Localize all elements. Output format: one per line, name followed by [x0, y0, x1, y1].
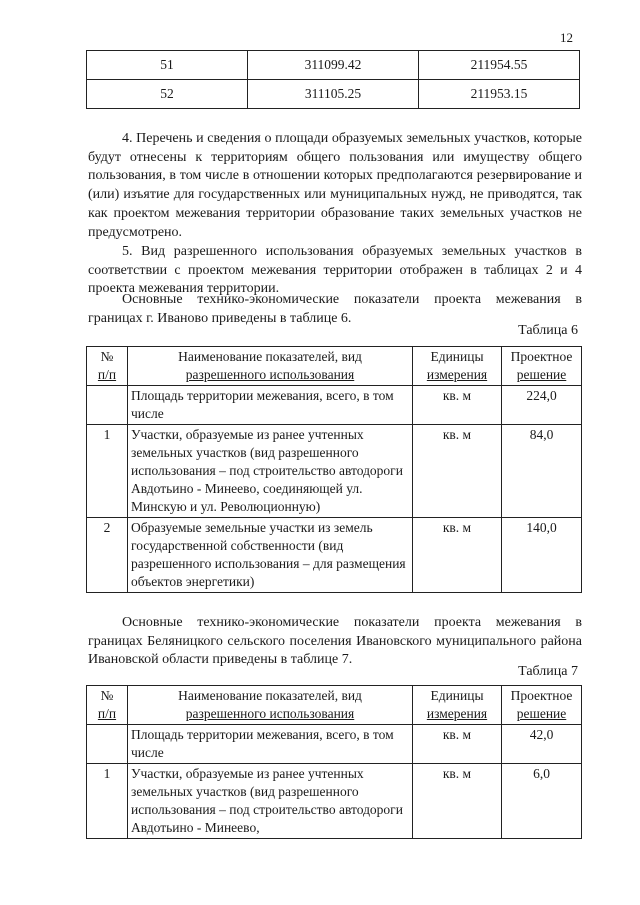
row-unit: кв. м [413, 386, 502, 425]
header-value: Проектное решение [502, 347, 582, 386]
table-header-row [87, 686, 582, 725]
coord-x: 311105.25 [248, 80, 419, 109]
table-row [87, 518, 582, 593]
paragraph-4: 4. Перечень и сведения о площади образуемых земельных участков, которые будут отнесены к территориям общего пользования или имуществу общего пользования, в том числе в отношении которых предполагаются резервирование и (или) изъятие для государственных или муниципальных нужд, не приводятся, так как проектом межевания территории образование таких земельных участков не предусмотрено. [88, 131, 582, 240]
row-value: 140,0 [502, 518, 582, 593]
indicators-table-7 [86, 685, 582, 839]
header-unit: Единицы измерения [413, 347, 502, 386]
table-row [87, 725, 582, 764]
header-num: № п/п [87, 347, 128, 386]
row-name: Площадь территории межевания, всего, в том числе [128, 725, 413, 764]
row-unit: кв. м [413, 518, 502, 593]
row-value: 42,0 [502, 725, 582, 764]
page-bottom-margin [0, 848, 640, 905]
row-num [87, 725, 128, 764]
row-value: 6,0 [502, 764, 582, 839]
coordinates-table [86, 50, 580, 109]
row-num: 1 [87, 764, 128, 839]
header-name: Наименование показателей, вид разрешенного использования [128, 347, 413, 386]
header-num: № п/п [87, 686, 128, 725]
table-6-caption: Таблица 6 [518, 323, 578, 338]
row-value: 224,0 [502, 386, 582, 425]
indicators-table-6 [86, 346, 582, 593]
row-num: 2 [87, 518, 128, 593]
paragraph-5: 5. Вид разрешенного использования образуемых земельных участков в соответствии с проектом межевания территории отображен в таблицах 2 и 4 проекта межевания территории. [88, 244, 582, 297]
header-name: Наименование показателей, вид разрешенного использования [128, 686, 413, 725]
row-name: Площадь территории межевания, всего, в том числе [128, 386, 413, 425]
table-7-caption: Таблица 7 [518, 664, 578, 679]
row-num [87, 386, 128, 425]
coord-x: 311099.42 [248, 51, 419, 80]
paragraph-intro-table-7: Основные технико-экономические показатели проекта межевания в границах Беляницкого сельского поселения Ивановского муниципального района Ивановской области приведены в таблице 7. [88, 615, 582, 668]
point-number: 52 [87, 80, 248, 109]
row-num: 1 [87, 425, 128, 518]
header-unit: Единицы измерения [413, 686, 502, 725]
row-unit: кв. м [413, 425, 502, 518]
row-unit: кв. м [413, 764, 502, 839]
coord-y: 211953.15 [419, 80, 580, 109]
table-header-row [87, 347, 582, 386]
row-value: 84,0 [502, 425, 582, 518]
paragraph-intro-table-6: Основные технико-экономические показатели проекта межевания в границах г. Иваново приведены в таблице 6. [88, 292, 582, 326]
point-number: 51 [87, 51, 248, 80]
row-name: Участки, образуемые из ранее учтенных земельных участков (вид разрешенного использования – под строительство автодороги Авдотьино - Минеево, соединяющей ул. Минскую и ул. Революционную) [128, 425, 413, 518]
row-name: Участки, образуемые из ранее учтенных земельных участков (вид разрешенного использования – под строительство автодороги Авдотьино - Минеево, [128, 764, 413, 839]
row-unit: кв. м [413, 725, 502, 764]
table-row [87, 386, 582, 425]
page-number: 12 [560, 30, 573, 45]
row-name: Образуемые земельные участки из земель государственной собственности (вид разрешенного использования – для размещения объектов энергетики) [128, 518, 413, 593]
coord-y: 211954.55 [419, 51, 580, 80]
table-row [87, 764, 582, 839]
table-row [87, 51, 580, 80]
header-value: Проектное решение [502, 686, 582, 725]
table-row [87, 80, 580, 109]
table-row [87, 425, 582, 518]
